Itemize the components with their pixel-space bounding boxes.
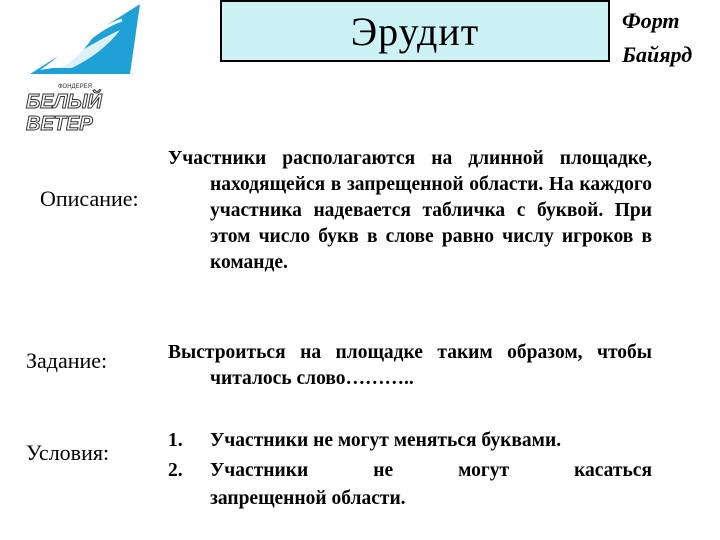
list-item [168,426,652,456]
page-title: Эрудит [220,0,610,62]
list-item-number: 1. [168,430,183,451]
list-item-number: 2. [168,460,183,481]
logo-line1: БЕЛЫЙ [26,91,102,113]
page-subtitle: Форт Байярд [622,8,693,67]
task-label: Задание: [26,348,108,373]
conditions-label: Условия: [26,440,110,465]
list-item-continuation: запрещенной области. [210,488,406,509]
logo-line2: ВЕТЕР [26,113,93,135]
list-item [168,456,652,486]
description-text: Участники располагаются на длинной площадке, находящейся в запрещенной области. На каждого участника надевается табличка с буквой. При этом число букв в слове равно числу игроков в команде. [168,148,652,273]
description-label: Описание: [40,186,139,211]
conditions-list [168,426,652,512]
task-text: Выстроиться на площадке таким образом, чтобы читалось слово……….. [168,342,652,389]
logo-small-text: ФОНДЕРЕЯ [58,84,92,90]
belyi-veter-logo [10,0,150,140]
list-item-text: Участники не могут меняться буквами. [210,430,562,451]
logo-emblem-icon [10,0,150,140]
list-item-text: Участники не могут касаться [210,460,652,481]
